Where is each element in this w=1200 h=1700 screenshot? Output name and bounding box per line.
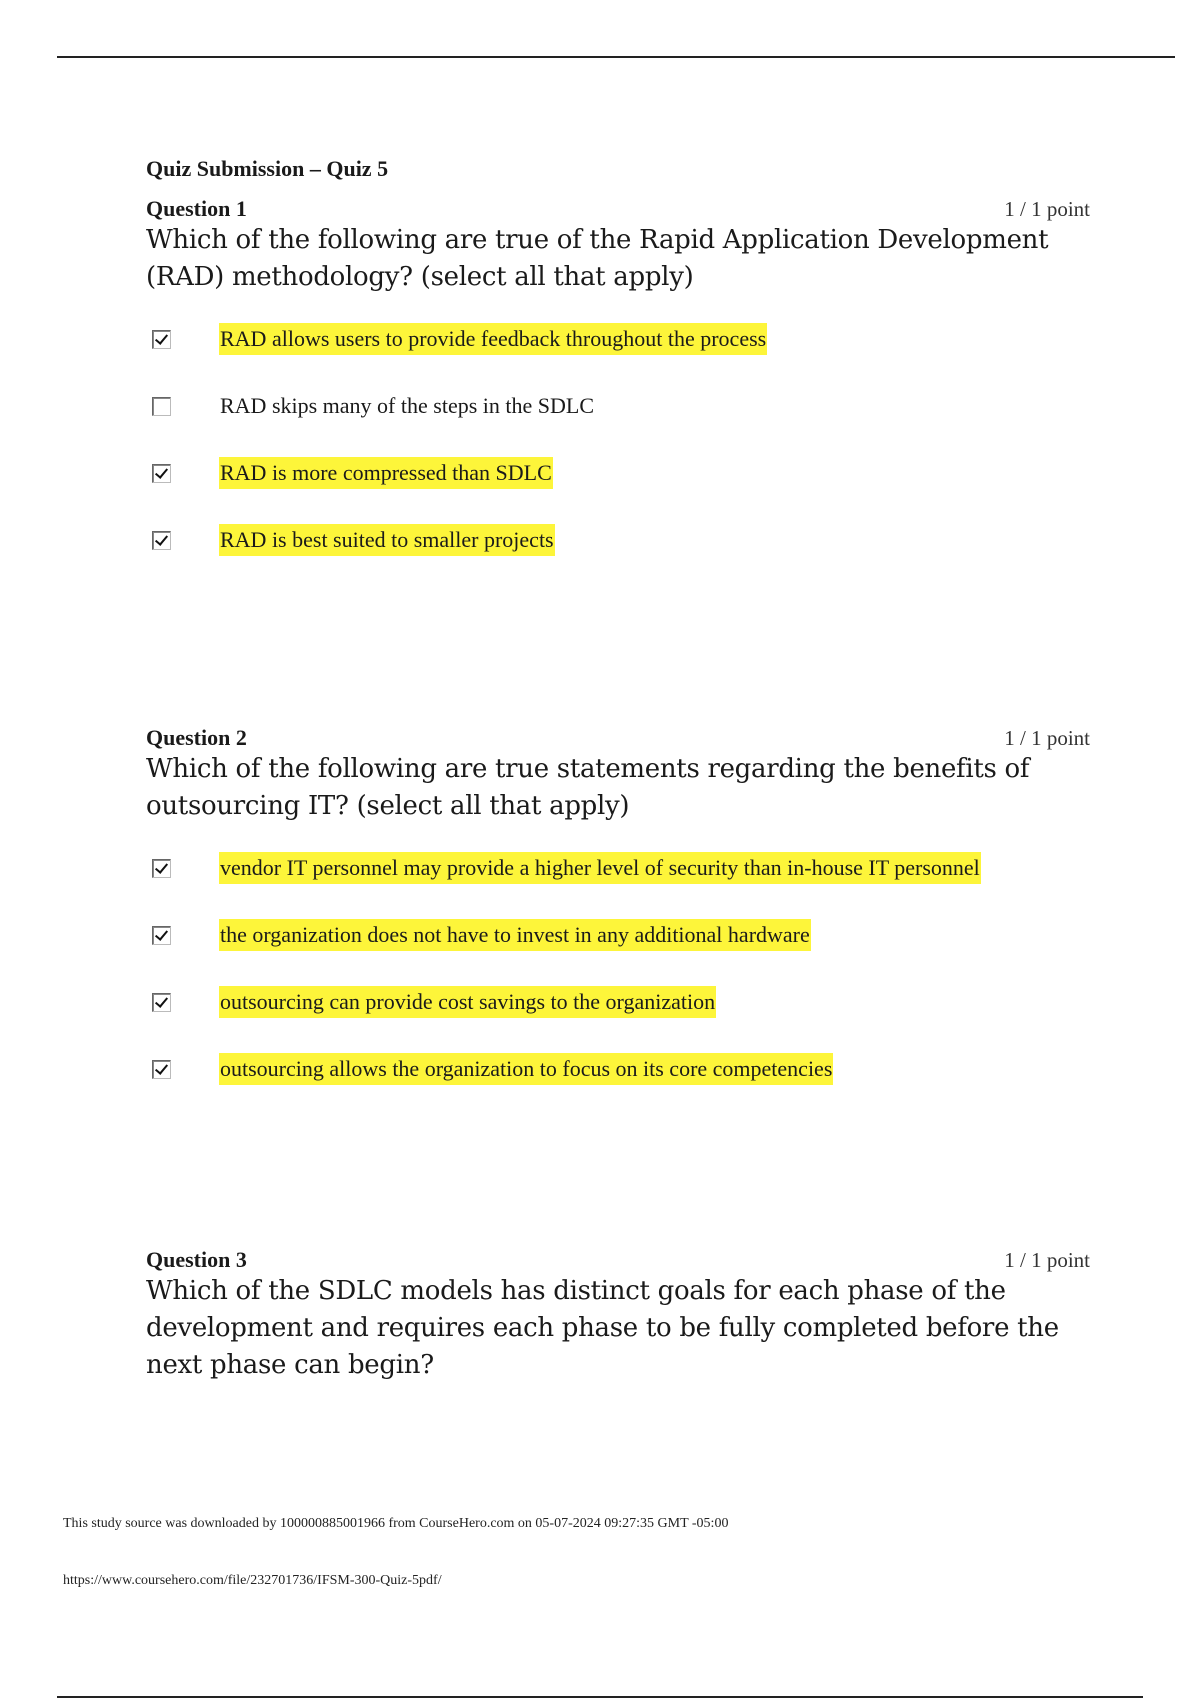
- question-points: 1 / 1 point: [1004, 726, 1090, 750]
- question-3: [146, 1247, 1090, 1384]
- question-1: [146, 196, 1090, 557]
- checked-checkbox-icon[interactable]: [152, 859, 171, 878]
- answer-option-text: outsourcing can provide cost savings to the organization: [219, 986, 716, 1018]
- checked-checkbox-icon[interactable]: [152, 1060, 171, 1079]
- question-points: 1 / 1 point: [1004, 197, 1090, 221]
- answer-option-text: outsourcing allows the organization to focus on its core competencies: [219, 1053, 833, 1085]
- checked-checkbox-icon[interactable]: [152, 330, 171, 349]
- question-text: [146, 222, 1090, 296]
- answer-options: [146, 322, 1090, 557]
- answer-option[interactable]: [146, 985, 1090, 1019]
- checked-checkbox-icon[interactable]: [152, 464, 171, 483]
- question-label: Question 2: [146, 725, 247, 750]
- question-2: [146, 725, 1090, 1119]
- question-header: [146, 725, 1090, 751]
- question-text-line: (RAD) methodology? (select all that apply): [146, 262, 694, 292]
- answer-option-text: RAD is best suited to smaller projects: [219, 524, 555, 556]
- answer-option[interactable]: [146, 1052, 1090, 1086]
- answer-options: [146, 851, 1090, 1086]
- source-url-link[interactable]: https://www.coursehero.com/file/232701736/IFSM-300-Quiz-5pdf/: [63, 1573, 442, 1588]
- quiz-content: [146, 156, 1090, 1380]
- question-header: [146, 196, 1090, 222]
- question-text: [146, 1273, 1090, 1384]
- answer-option[interactable]: [146, 322, 1090, 356]
- question-text: [146, 751, 1090, 825]
- answer-option[interactable]: [146, 523, 1090, 557]
- top-rule: [57, 56, 1175, 58]
- question-text-line: outsourcing IT? (select all that apply): [146, 791, 630, 821]
- quiz-title: Quiz Submission – Quiz 5: [146, 156, 389, 181]
- question-text-line: Which of the following are true of the Rapid Application Development: [146, 225, 1049, 255]
- answer-option-text: RAD allows users to provide feedback throughout the process: [219, 323, 767, 355]
- unchecked-checkbox-icon[interactable]: [152, 397, 171, 416]
- checked-checkbox-icon[interactable]: [152, 993, 171, 1012]
- checked-checkbox-icon[interactable]: [152, 926, 171, 945]
- answer-option-text: vendor IT personnel may provide a higher level of security than in-house IT personnel: [219, 852, 981, 884]
- question-text-line: Which of the SDLC models has distinct goals for each phase of the: [146, 1276, 1006, 1306]
- question-header: [146, 1247, 1090, 1273]
- question-points: 1 / 1 point: [1004, 1248, 1090, 1272]
- source-note: This study source was downloaded by 100000885001966 from CourseHero.com on 05-07-2024 09:27:35 GMT -05:00: [63, 1516, 729, 1531]
- checked-checkbox-icon[interactable]: [152, 531, 171, 550]
- bottom-rule: [57, 1696, 1143, 1698]
- answer-option[interactable]: [146, 918, 1090, 952]
- question-label: Question 1: [146, 196, 247, 221]
- question-label: Question 3: [146, 1247, 247, 1272]
- answer-option[interactable]: [146, 389, 1090, 423]
- answer-option[interactable]: [146, 456, 1090, 490]
- question-text-line: development and requires each phase to be fully completed before the: [146, 1313, 1059, 1343]
- answer-option-text: the organization does not have to invest in any additional hardware: [219, 919, 811, 951]
- answer-option-text: RAD is more compressed than SDLC: [219, 457, 553, 489]
- question-text-line: next phase can begin?: [146, 1350, 434, 1380]
- question-text-line: Which of the following are true statements regarding the benefits of: [146, 754, 1030, 784]
- answer-option[interactable]: [146, 851, 1090, 885]
- answer-option-text: RAD skips many of the steps in the SDLC: [220, 393, 594, 418]
